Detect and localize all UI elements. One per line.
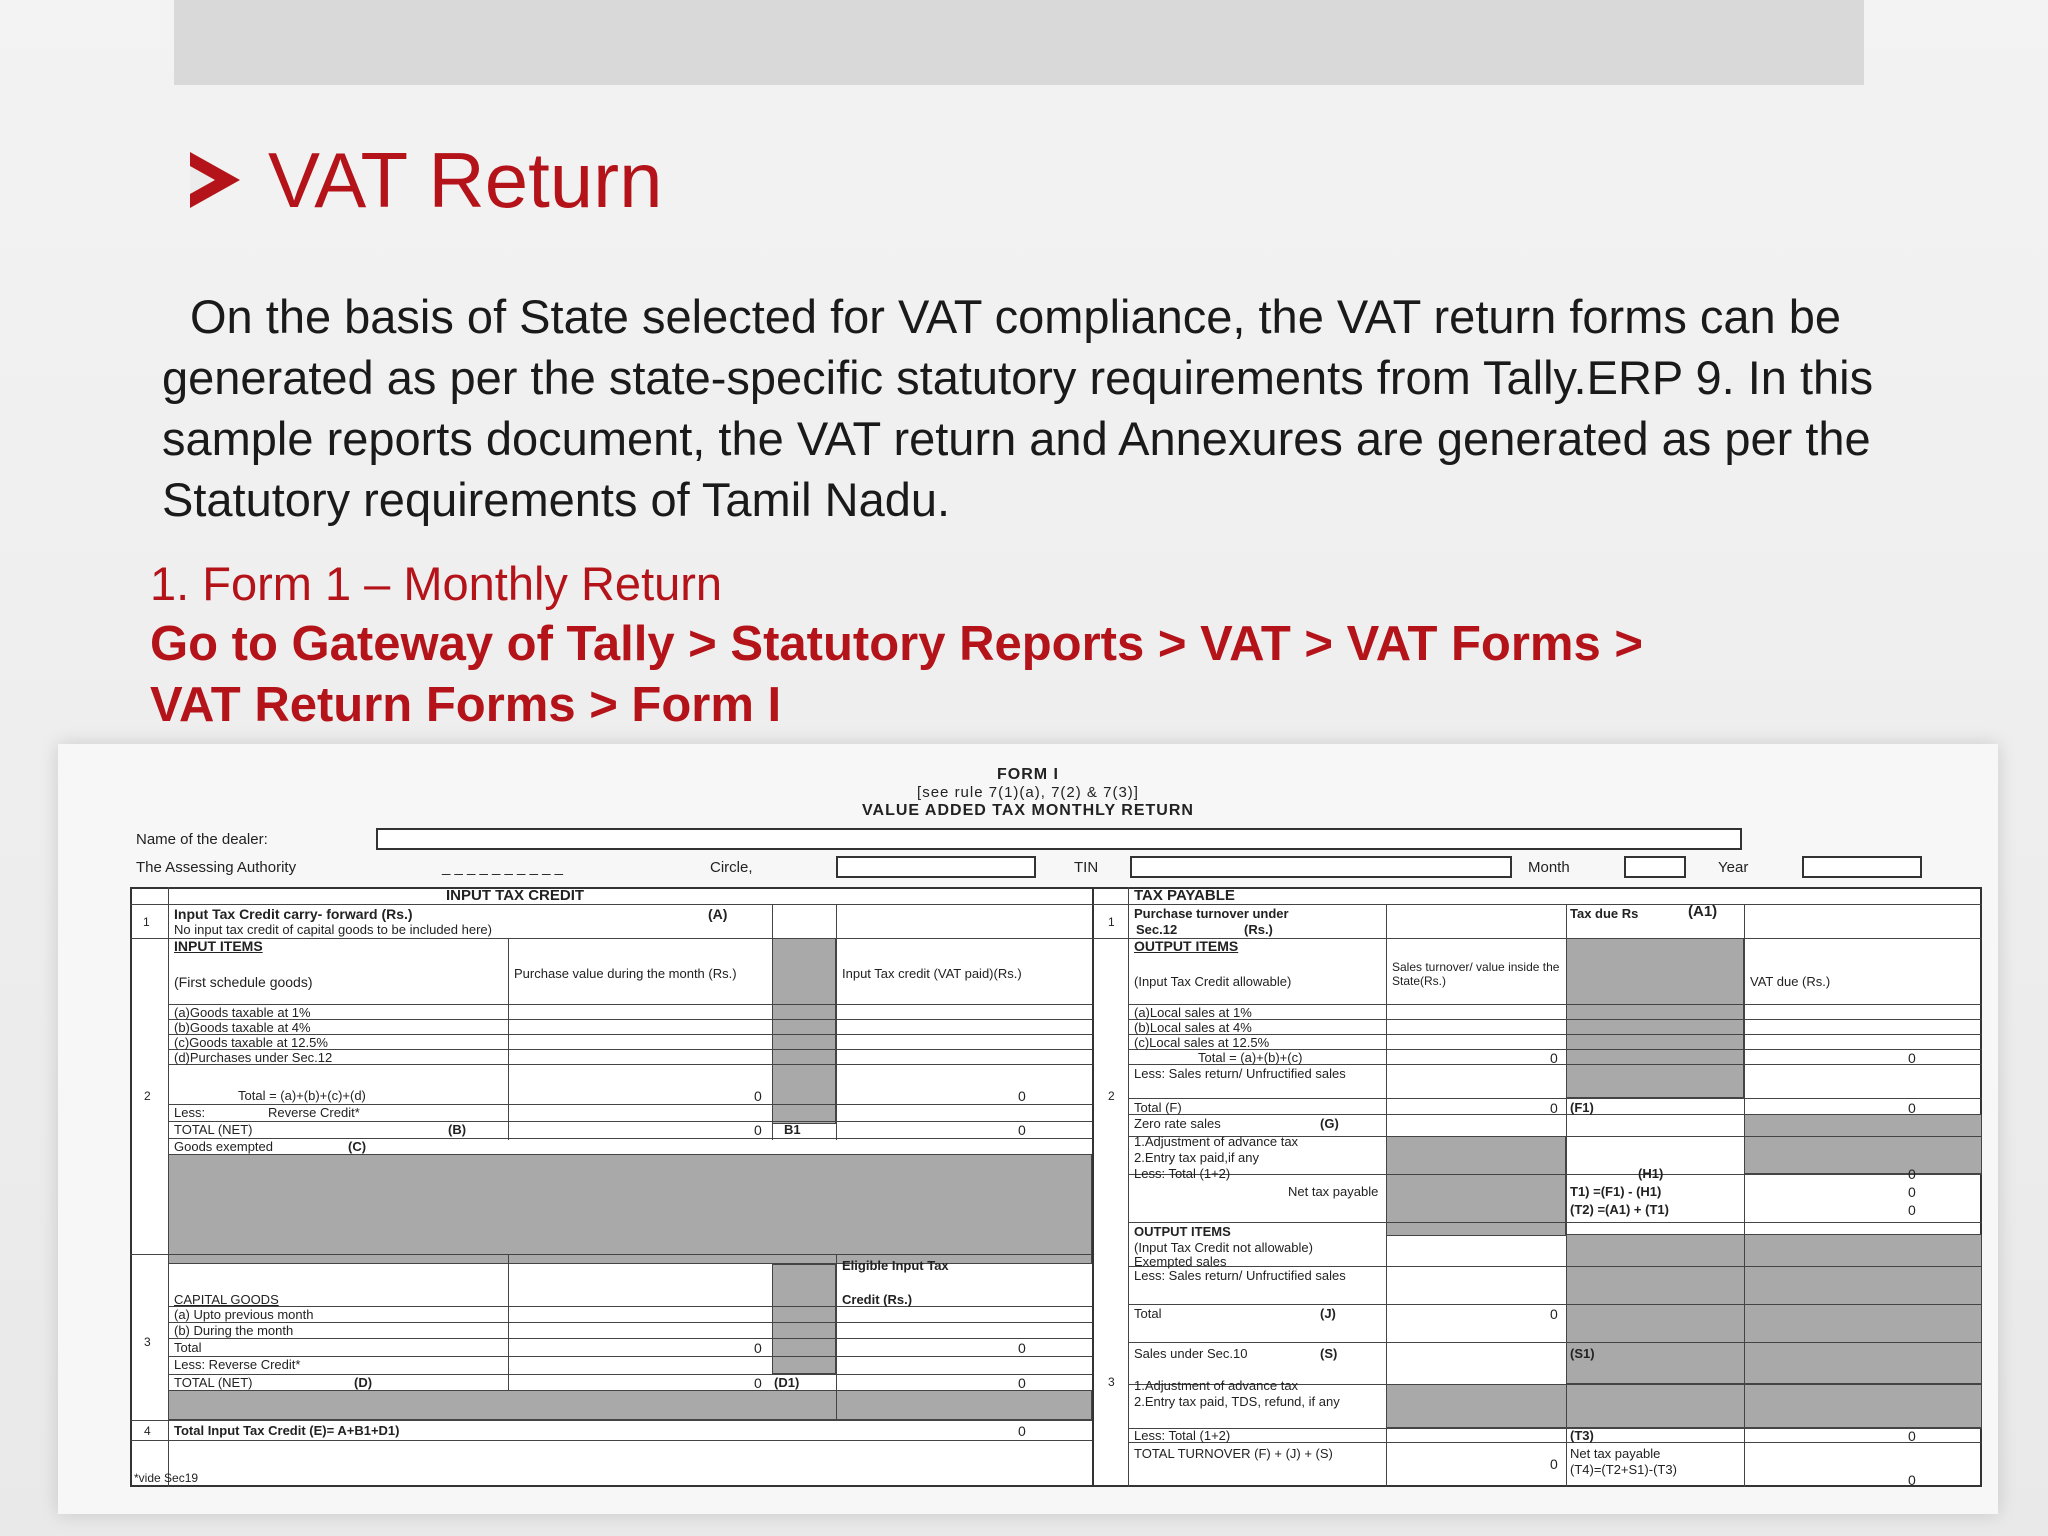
right-row2-number: 2 [1108, 1089, 1115, 1103]
code-a1: (A1) [1688, 903, 1718, 920]
left-total-abcd: Total = (a)+(b)+(c)+(d) [238, 1088, 366, 1103]
purchase-turnover-sec12: Purchase turnover under [1134, 906, 1289, 921]
code-f1: (F1) [1570, 1100, 1594, 1115]
local-sales-4pct: (b)Local sales at 4% [1134, 1020, 1252, 1035]
left-row4-number: 4 [144, 1424, 151, 1438]
upto-previous-month: (a) Upto previous month [174, 1307, 314, 1322]
capital-net-zero: 0 [754, 1375, 762, 1391]
capital-total-net: TOTAL (NET) [174, 1375, 253, 1390]
total-j-zero: 0 [1550, 1306, 1558, 1322]
intro-paragraph [162, 286, 1962, 530]
dealer-field [376, 828, 1742, 850]
net-tax-payable: Net tax payable [1288, 1184, 1379, 1199]
left-reverse-credit: Reverse Credit* [268, 1105, 360, 1120]
right-total-j: Total [1134, 1306, 1162, 1321]
left-gray-block [168, 1154, 1092, 1264]
left-b1-zero: 0 [1018, 1122, 1026, 1138]
code-h1: (H1) [1638, 1166, 1664, 1181]
t1-zero: 0 [1908, 1184, 1916, 1200]
form-subtitle: VALUE ADDED TAX MONTHLY RETURN [862, 802, 1194, 819]
tax-payable-header: TAX PAYABLE [1134, 887, 1235, 904]
d1-zero: 0 [1018, 1375, 1026, 1391]
code-g: (G) [1320, 1116, 1339, 1131]
goods-12-5pct: (c)Goods taxable at 12.5% [174, 1035, 328, 1050]
code-d1: (D1) [774, 1375, 800, 1390]
total-f-zero: 0 [1550, 1100, 1558, 1116]
right-gray-block [1386, 1136, 1566, 1236]
total-itc-e: Total Input Tax Credit (E)= A+B1+D1) [174, 1423, 400, 1438]
t4-formula: (T4)=(T2+S1)-(T3) [1570, 1462, 1677, 1477]
entry-tax-tds-refund: 2.Entry tax paid, TDS, refund, if any [1134, 1394, 1340, 1409]
circle-label: Circle, [710, 859, 753, 876]
total-turnover-zero: 0 [1550, 1456, 1558, 1472]
local-sales-12-5pct: (c)Local sales at 12.5% [1134, 1035, 1270, 1050]
tin-label: TIN [1074, 859, 1099, 876]
credit-rs: Credit (Rs.) [842, 1292, 913, 1307]
code-d: (D) [354, 1375, 373, 1390]
slide-title [190, 130, 663, 230]
form-heading: FORM I [997, 766, 1059, 783]
code-a: (A) [708, 906, 728, 922]
capital-total-zero: 0 [754, 1340, 762, 1356]
code-b: (B) [448, 1122, 467, 1137]
rs-label: (Rs.) [1244, 922, 1273, 937]
month-label: Month [1528, 859, 1570, 876]
left-less-label: Less: [174, 1105, 206, 1120]
right-vat-total-zero: 0 [1908, 1050, 1916, 1066]
tax-due-label: Tax due Rs [1570, 906, 1639, 921]
sales-under-sec10: Sales under Sec.10 [1134, 1346, 1248, 1361]
left-total-net-zero: 0 [754, 1122, 762, 1138]
t3-zero: 0 [1908, 1428, 1916, 1444]
code-t3: (T3) [1570, 1428, 1594, 1443]
navigation-path [150, 614, 1643, 736]
t1-formula: T1) =(F1) - (H1) [1570, 1184, 1662, 1199]
t2-zero: 0 [1908, 1202, 1916, 1218]
h1-zero: 0 [1908, 1166, 1916, 1182]
form-i-image [58, 744, 1998, 1514]
left-row3-number: 3 [144, 1335, 151, 1349]
right-gray-block-2 [1744, 1114, 1982, 1174]
capital-total: Total [174, 1340, 202, 1355]
intro-paragraph-text: On the basis of State selected for VAT compliance, the VAT return forms can be generated as per the state-specific statutory requirements from Tally.ERP 9. In this sample reports document, the VAT return and Annexures are generated as per the Statutory requirements of Tamil Nadu. [162, 290, 1874, 526]
capital-goods: CAPITAL GOODS [174, 1292, 279, 1307]
top-banner [174, 0, 1864, 85]
left-total-purchase-zero: 0 [754, 1088, 762, 1104]
right-row1-number: 1 [1108, 915, 1115, 929]
navigation-path-line1: Go to Gateway of Tally > Statutory Reports > VAT > VAT Forms > [150, 617, 1643, 671]
itc-carry-forward: Input Tax Credit carry- forward (Rs.) [174, 906, 413, 922]
dealer-label: Name of the dealer: [136, 831, 268, 848]
purchases-sec12: (d)Purchases under Sec.12 [174, 1050, 333, 1065]
capital-total-itc-zero: 0 [1018, 1340, 1026, 1356]
sec12-label: Sec.12 [1136, 922, 1178, 937]
vide-sec19: *vide Sec19 [134, 1471, 199, 1485]
net-tax-payable-2: Net tax payable [1570, 1446, 1661, 1461]
year-field [1802, 856, 1922, 878]
less-total-1-2: Less: Total (1+2) [1134, 1166, 1231, 1181]
purchase-value-header: Purchase value during the month (Rs.) [514, 966, 737, 981]
zero-rate-sales: Zero rate sales [1134, 1116, 1221, 1131]
capital-less-reverse: Less: Reverse Credit* [174, 1357, 301, 1372]
tin-field [1130, 856, 1512, 878]
during-month: (b) During the month [174, 1323, 294, 1338]
left-gray-column [772, 938, 836, 1124]
code-s1: (S1) [1570, 1346, 1595, 1361]
left-total-net: TOTAL (NET) [174, 1122, 253, 1137]
adjustment-advance-tax-2: 1.Adjustment of advance tax [1134, 1378, 1299, 1393]
authority-label: The Assessing Authority [136, 859, 297, 876]
goods-1pct: (a)Goods taxable at 1% [174, 1005, 311, 1020]
right-gray-block-4 [1386, 1384, 1982, 1428]
input-tax-credit-header: INPUT TAX CREDIT [446, 887, 585, 904]
itc-paid-header: Input Tax credit (VAT paid)(Rs.) [842, 966, 1022, 981]
input-items-heading: INPUT ITEMS [174, 938, 263, 954]
f1-zero: 0 [1908, 1100, 1916, 1116]
t2-formula: (T2) =(A1) + (T1) [1570, 1202, 1669, 1217]
less-total-1-2-b: Less: Total (1+2) [1134, 1428, 1231, 1443]
right-gray-block-3 [1566, 1234, 1982, 1384]
code-j: (J) [1320, 1306, 1336, 1321]
sales-turnover-header: Sales turnover/ value inside the State(Rs.) [1392, 960, 1560, 988]
total-itc-zero: 0 [1018, 1423, 1026, 1439]
first-schedule-goods: (First schedule goods) [174, 974, 313, 990]
code-s: (S) [1320, 1346, 1338, 1361]
output-items-heading: OUTPUT ITEMS [1134, 938, 1239, 954]
circle-field [836, 856, 1036, 878]
total-turnover: TOTAL TURNOVER (F) + (J) + (S) [1134, 1446, 1333, 1461]
entry-tax-paid: 2.Entry tax paid,if any [1134, 1150, 1260, 1165]
year-label: Year [1718, 859, 1749, 876]
less-sales-return: Less: Sales return/ Unfructified sales [1134, 1066, 1346, 1081]
right-total-abc-zero: 0 [1550, 1050, 1558, 1066]
right-row3-number: 3 [1108, 1375, 1115, 1389]
exempted-sales: Exempted sales [1134, 1254, 1227, 1269]
left-row2-number: 2 [144, 1089, 151, 1103]
slide-title-text: VAT Return [268, 135, 663, 224]
left-total-itc-zero: 0 [1018, 1088, 1026, 1104]
less-sales-return-2: Less: Sales return/ Unfructified sales [1134, 1268, 1346, 1283]
left-gray-strip [168, 1390, 1092, 1420]
navigation-path-line2: VAT Return Forms > Form I [150, 678, 782, 732]
form-rule: [see rule 7(1)(a), 7(2) & 7(3)] [917, 784, 1139, 801]
output-items-heading-2: OUTPUT ITEMS [1134, 1224, 1231, 1239]
right-total-abc: Total = (a)+(b)+(c) [1198, 1050, 1303, 1065]
code-c: (C) [348, 1139, 367, 1154]
adjustment-advance-tax: 1.Adjustment of advance tax [1134, 1134, 1299, 1149]
arrow-bullet-icon [190, 152, 240, 208]
left-gray-column-2 [772, 1264, 836, 1374]
code-b1: B1 [784, 1122, 801, 1137]
authority-dashes: _ _ _ _ _ _ _ _ _ _ [442, 859, 563, 876]
step-heading: 1. Form 1 – Monthly Return [150, 557, 723, 610]
month-field [1624, 856, 1686, 878]
itc-not-allowable: (Input Tax Credit not allowable) [1134, 1240, 1313, 1255]
itc-allowable: (Input Tax Credit allowable) [1134, 974, 1292, 989]
eligible-itc: Eligible Input Tax [842, 1258, 949, 1273]
vat-due-header: VAT due (Rs.) [1750, 974, 1831, 989]
t4-zero: 0 [1908, 1472, 1916, 1488]
right-gray-column [1566, 938, 1744, 1098]
itc-note: No input tax credit of capital goods to be included here) [174, 922, 492, 937]
left-row1-number: 1 [143, 915, 150, 929]
local-sales-1pct: (a)Local sales at 1% [1134, 1005, 1252, 1020]
goods-4pct: (b)Goods taxable at 4% [174, 1020, 311, 1035]
goods-exempted: Goods exempted [174, 1139, 274, 1154]
total-f: Total (F) [1134, 1100, 1182, 1115]
